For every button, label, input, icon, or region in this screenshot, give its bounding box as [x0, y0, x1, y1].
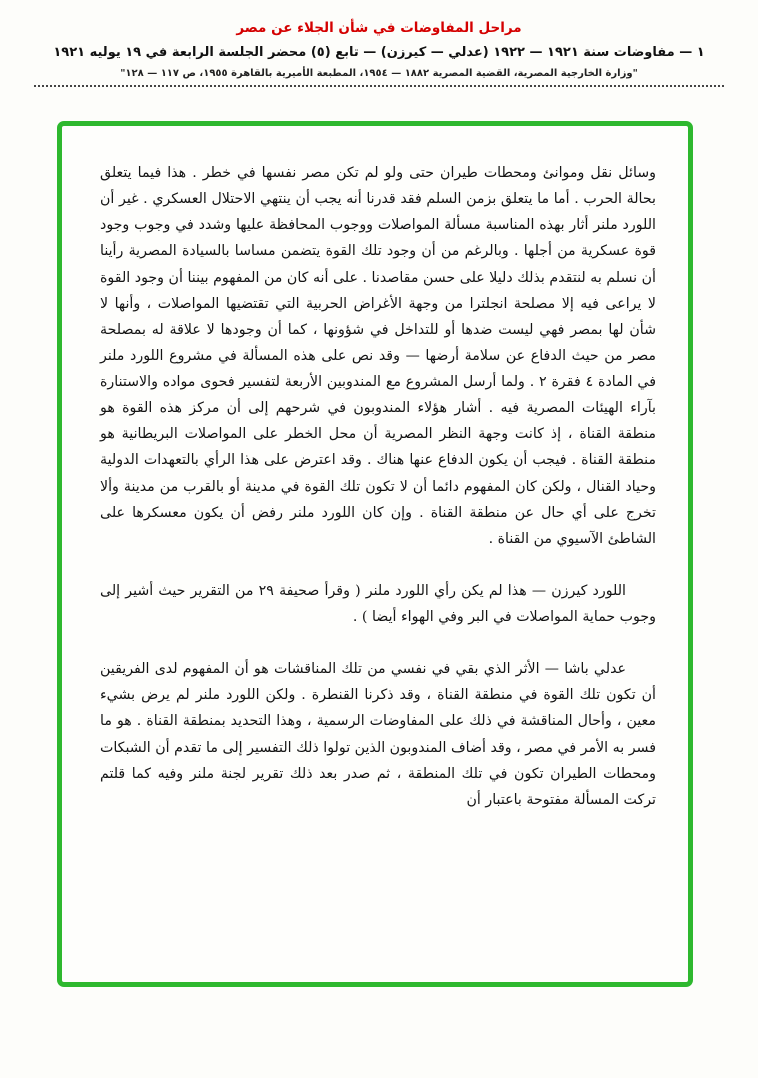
- paragraph-main: وسائل نقل وموانئ ومحطات طيران حتى ولو لم تكن مصر نفسها في خطر . هذا فيما يتعلق بحالة الحرب . أما ما يتعلق بزمن السلم فقد قدرنا أنه يجب أن ينتهي الاحتلال العسكري . غير أن اللورد ملنر أثار بهذه المناسبة مسألة المواصلات ووجوب المحافظة عليها وشدد في وجوب وجود قوة عسكرية من أجلها . وبالرغم من أن وجود تلك القوة يتضمن مساسا بالسيادة المصرية رأينا أن نسلم به لنتقدم بذلك دليلا على حسن مقاصدنا . على أنه كان من المفهوم بيننا أن وجود القوة لا يراعى فيه إلا مصلحة انجلترا من وجهة الأغراض الحربية التي تقتضيها المواصلات ، وأنها لا شأن لها بمصر فهي ليست ضدها أو للتداخل في شؤونها ، كما أن وجودها لا علاقة له بمصلحة مصر من حيث الدفاع عن سلامة أرضها — وقد نص على هذه المسألة في مشروع اللورد ملنر في المادة ٤ فقرة ٢ . ولما أرسل المشروع مع المندوبين الأربعة لتفسير فحوى مواده والاستنارة بآراء الهيئات المصرية فيه . أشار هؤلاء المندوبون في شرحهم إلى أن مركز هذه القوة هو منطقة القناة ، إذ كانت وجهة النظر المصرية أن محل الخطر على المواصلات البريطانية هو منطقة القناة . فيجب أن يكون الدفاع عنها هناك . وقد اعترض على هذا الرأي بالتعهدات الدولية وحياد القنال ، ولكن كان المفهوم دائما أن لا تكون تلك القوة في مدينة أو بالقرب من مدينة وألا تخرج على أي حال عن منطقة القناة . وإن كان اللورد ملنر رفض أن يكون معسكرها على الشاطئ الآسيوي من القناة .: [100, 165, 656, 547]
- page-title: مراحل المفاوضات في شأن الجلاء عن مصر: [236, 20, 522, 36]
- page-subtitle: ١ — مفاوضات سنة ١٩٢١ — ١٩٢٢ (عدلي — كيرزن) — تابع (٥) محضر الجلسة الرابعة في ١٩ يوليه ١٩٢١: [53, 45, 705, 60]
- highlight-frame: [57, 121, 693, 987]
- source-citation: "وزارة الخارجية المصرية، القضية المصرية ١٨٨٢ — ١٩٥٤، المطبعة الأميرية بالقاهرة ١٩٥٥، ص ١١٧ — ١٢٨": [120, 68, 638, 79]
- document-body: [100, 160, 656, 839]
- paragraph-adly-pasha: عدلي باشا — الأثر الذي بقي في نفسي من تلك المناقشات هو أن المفهوم لدى الفريقين أن تكون تلك القوة في منطقة القناة ، وقد ذكرنا القنطرة . ولكن اللورد ملنر لم يرض بشيء معين ، وأحال المناقشة في ذلك على المفاوضات الرسمية ، وهذا التحديد بمنطقة القناة . هو ما فسر به الأمر في مصر ، وقد أضاف المندوبون الذين تولوا ذلك التفسير إلى ما تقدم أن الشبكات ومحطات الطيران تكون في تلك المنطقة ، ثم صدر بعد ذلك تقرير لجنة ملنر وفيه كما قلتم تركت المسألة مفتوحة باعتبار أن: [100, 661, 656, 808]
- page-header: [20, 20, 738, 87]
- dotted-separator: [34, 85, 723, 87]
- paragraph-lord-curzon: اللورد كيرزن — هذا لم يكن رأي اللورد ملنر ( وقرأ صحيفة ٢٩ من التقرير حيث أشير إلى وجوب حماية المواصلات في البر وفي الهواء أيضا ) .: [100, 582, 656, 625]
